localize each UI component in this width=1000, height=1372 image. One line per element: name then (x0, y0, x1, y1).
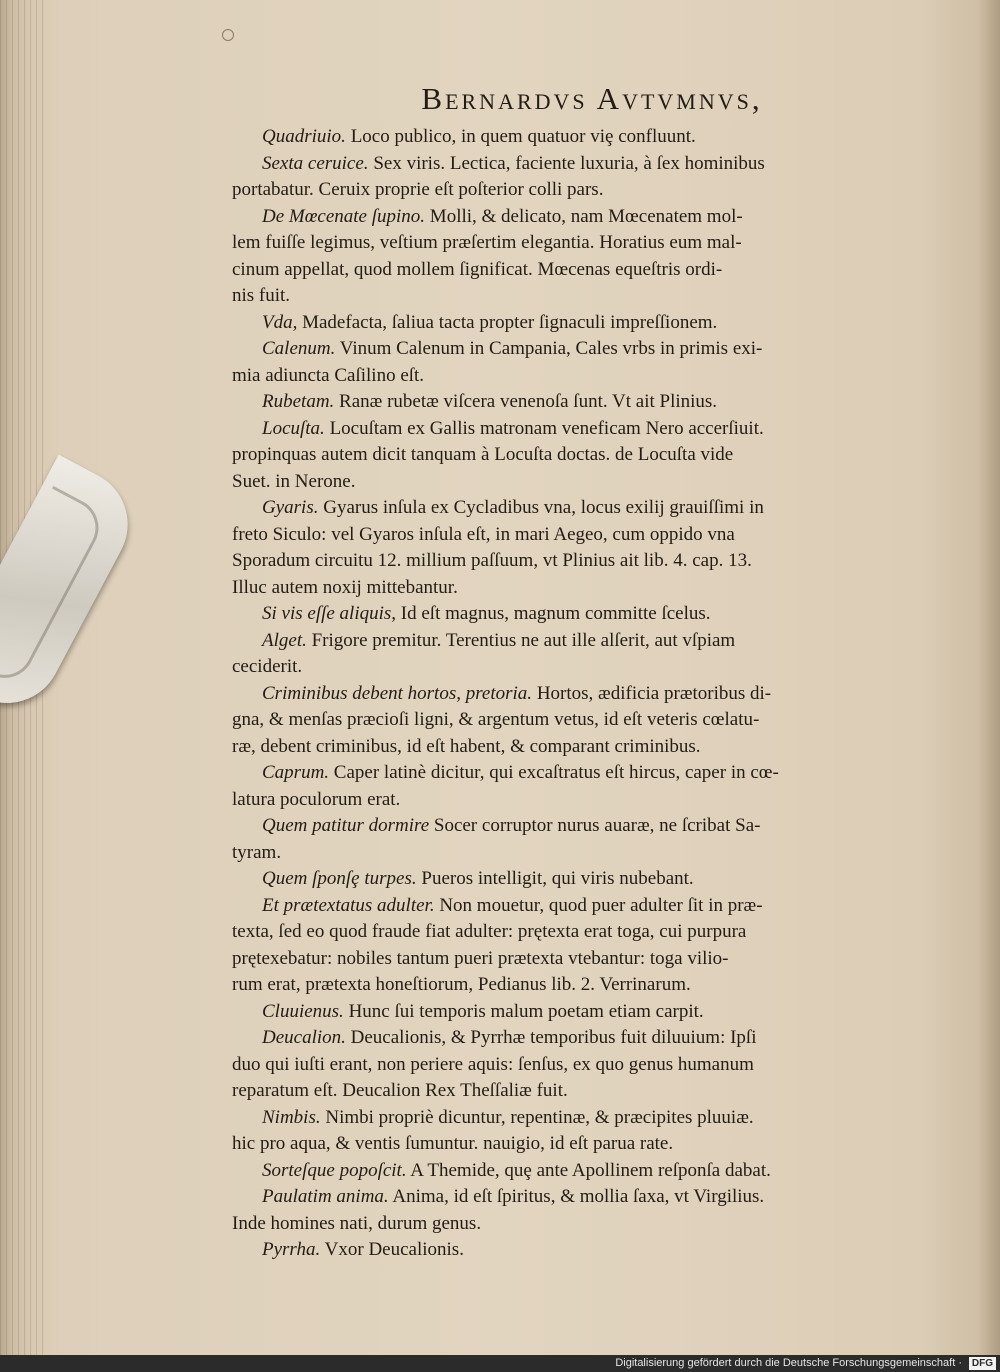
gloss-term: Deucalion. (262, 1027, 346, 1048)
gloss-entry (232, 1237, 912, 1264)
gloss-line: reparatum eſt. Deucalion Rex Theſſaliæ fuit. (232, 1080, 568, 1101)
dfg-logo: DFG (969, 1357, 996, 1370)
gloss-entry (232, 813, 912, 866)
gloss-term: Rubetam. (262, 391, 335, 412)
gloss-line: Loco publico, in quem quatuor viȩ confluunt. (345, 126, 696, 147)
gloss-line: Sporadum circuitu 12. millium paſſuum, vt Plinius ait lib. 4. cap. 13. (232, 550, 752, 571)
gloss-term: Paulatim anima. (262, 1186, 389, 1207)
gloss-line: tyram. (232, 841, 282, 863)
gloss-entry (232, 893, 912, 999)
gloss-line: propinquas autem dicit tanquam à Locuſta doctas. de Locuſta vide (232, 444, 734, 465)
gloss-term: Si vis eſſe aliquis, (262, 603, 397, 624)
gloss-line: Caper latinè dicitur, qui excaſtratus eſt hircus, caper in cœ- (329, 762, 779, 783)
gloss-line: Deucalionis, & Pyrrhæ temporibus fuit diluuium: Ipſi (345, 1027, 757, 1048)
gloss-line: Hunc ſui temporis malum poetam etiam carpit. (343, 1000, 704, 1022)
gloss-term: Et prætextatus adulter. (262, 894, 435, 916)
gloss-line: Nimbi propriè dicuntur, repentinæ, & præcipites pluuiæ. (320, 1106, 754, 1128)
gloss-term: Sorteſque popoſcit. (262, 1159, 407, 1181)
gloss-line: Inde homines nati, durum genus. (232, 1212, 482, 1234)
gloss-term: De Mœcenate ſupino. (262, 205, 426, 227)
gloss-line: portabatur. Ceruix proprie eſt poſterior colli pars. (232, 179, 604, 200)
gloss-entry (232, 628, 912, 681)
footer-credit: Digitalisierung gefördert durch die Deutsche Forschungsgemeinschaft · (615, 1357, 962, 1369)
gloss-line: lem fuiſſe legimus, veſtium præſertim elegantia. Horatius eum mal- (232, 232, 742, 253)
gloss-line: Suet. in Nerone. (232, 470, 356, 492)
gloss-term: Gyaris. (262, 497, 319, 518)
commentary-text (232, 80, 912, 1264)
gloss-line: duo qui iuſti erant, non periere aquis: ſenſus, ex quo genus humanum (232, 1053, 754, 1075)
page-right-edge (978, 0, 1000, 1355)
gloss-entry (232, 1158, 912, 1185)
running-heading: Bernardvs Avtvmnvs, (421, 81, 763, 116)
gloss-line: ræ, debent criminibus, id eſt habent, & comparant criminibus. (232, 735, 701, 757)
gloss-term: Cluuienus. (262, 1000, 344, 1022)
gloss-line: Id eſt magnus, magnum committe ſcelus. (396, 603, 711, 624)
gloss-entry (232, 601, 912, 628)
entries-list (232, 124, 912, 1264)
gloss-line: Hortos, ædificia prætoribus di- (532, 682, 772, 704)
gloss-entry (232, 681, 912, 761)
gloss-term: Quem ſponſȩ turpes. (262, 868, 417, 889)
footer-bar (0, 1355, 1000, 1372)
gloss-entry (232, 204, 912, 310)
gloss-line: Ranæ rubetæ viſcera venenoſa ſunt. Vt ait Plinius. (334, 391, 718, 412)
gloss-line: Socer corruptor nurus auaræ, ne ſcribat Sa- (429, 815, 761, 836)
gloss-line: Anima, id eſt ſpiritus, & mollia ſaxa, vt Virgilius. (388, 1186, 765, 1207)
gloss-term: Sexta ceruice. (262, 152, 369, 174)
gloss-entry (232, 389, 912, 416)
gloss-line: nis fuit. (232, 285, 291, 306)
gloss-term: Alget. (262, 629, 307, 651)
gloss-line: Non mouetur, quod puer adulter ſit in præ- (434, 894, 763, 916)
gloss-line: Frigore premitur. Terentius ne aut ille alſerit, aut vſpiam (306, 629, 736, 651)
gloss-line: Madefacta, ſaliua tacta propter ſignaculi impreſſionem. (297, 311, 718, 333)
gloss-line: mia adiuncta Caſilino eſt. (232, 364, 425, 386)
gloss-entry (232, 760, 912, 813)
gloss-term: Nimbis. (262, 1106, 321, 1128)
gloss-term: Criminibus debent hortos, pretoria. (262, 682, 533, 704)
gloss-line: latura poculorum erat. (232, 788, 401, 810)
gloss-line: Vxor Deucalionis. (320, 1239, 464, 1260)
gloss-line: Sex viris. Lectica, faciente luxuria, à ſex hominibus (368, 152, 765, 174)
gloss-term: Locuſta. (262, 417, 325, 439)
gloss-line: A Themide, quȩ ante Apollinem reſponſa dabat. (406, 1159, 771, 1181)
gloss-term: Pyrrha. (262, 1239, 321, 1260)
gloss-term: Vda, (262, 311, 298, 333)
gloss-line: ceciderit. (232, 656, 303, 677)
gloss-line: Locuſtam ex Gallis matronam veneficam Nero accerſiuit. (324, 417, 764, 439)
gloss-term: Quem patitur dormire (262, 815, 430, 836)
gloss-entry (232, 336, 912, 389)
gloss-line: gna, & menſas præcioſi ligni, & argentum vetus, id eſt veteris cœlatu- (232, 709, 760, 730)
gloss-entry (232, 1105, 912, 1158)
gloss-line: Vinum Calenum in Campania, Cales vrbs in primis exi- (335, 338, 763, 359)
gloss-line: Illuc autem noxij mittebantur. (232, 576, 458, 598)
gloss-term: Calenum. (262, 338, 336, 359)
gloss-line: hic pro aqua, & ventis ſumuntur. nauigio, id eſt parua rate. (232, 1133, 674, 1154)
gloss-entry (232, 151, 912, 204)
gloss-entry (232, 416, 912, 496)
gloss-line: Pueros intelligit, qui viris nubebant. (416, 868, 694, 889)
gloss-entry (232, 866, 912, 893)
gloss-line: rum erat, prætexta honeſtiorum, Pedianus lib. 2. Verrinarum. (232, 974, 691, 995)
gloss-entry (232, 495, 912, 601)
gloss-line: prętexebatur: nobiles tantum pueri prætexta vtebantur: toga vilio- (232, 947, 729, 969)
page-hole-mark (222, 29, 234, 41)
gloss-line: texta, ſed eo quod fraude fiat adulter: prętexta erat toga, cui purpura (232, 921, 747, 942)
gloss-entry (232, 310, 912, 337)
gloss-entry (232, 1025, 912, 1105)
gloss-entry (232, 124, 912, 151)
gloss-entry (232, 1184, 912, 1237)
gloss-term: Quadriuio. (262, 126, 346, 147)
gloss-term: Caprum. (262, 762, 330, 783)
gloss-line: freto Siculo: vel Gyaros inſula eſt, in mari Aegeo, cum oppido vna (232, 523, 735, 545)
gloss-line: cinum appellat, quod mollem ſignificat. Mœcenas equeſtris ordi- (232, 258, 723, 280)
gloss-line: Gyarus inſula ex Cycladibus vna, locus exilij grauiſſimi in (318, 497, 764, 518)
gloss-entry (232, 999, 912, 1026)
gloss-line: Molli, & delicato, nam Mœcenatem mol- (425, 205, 743, 227)
